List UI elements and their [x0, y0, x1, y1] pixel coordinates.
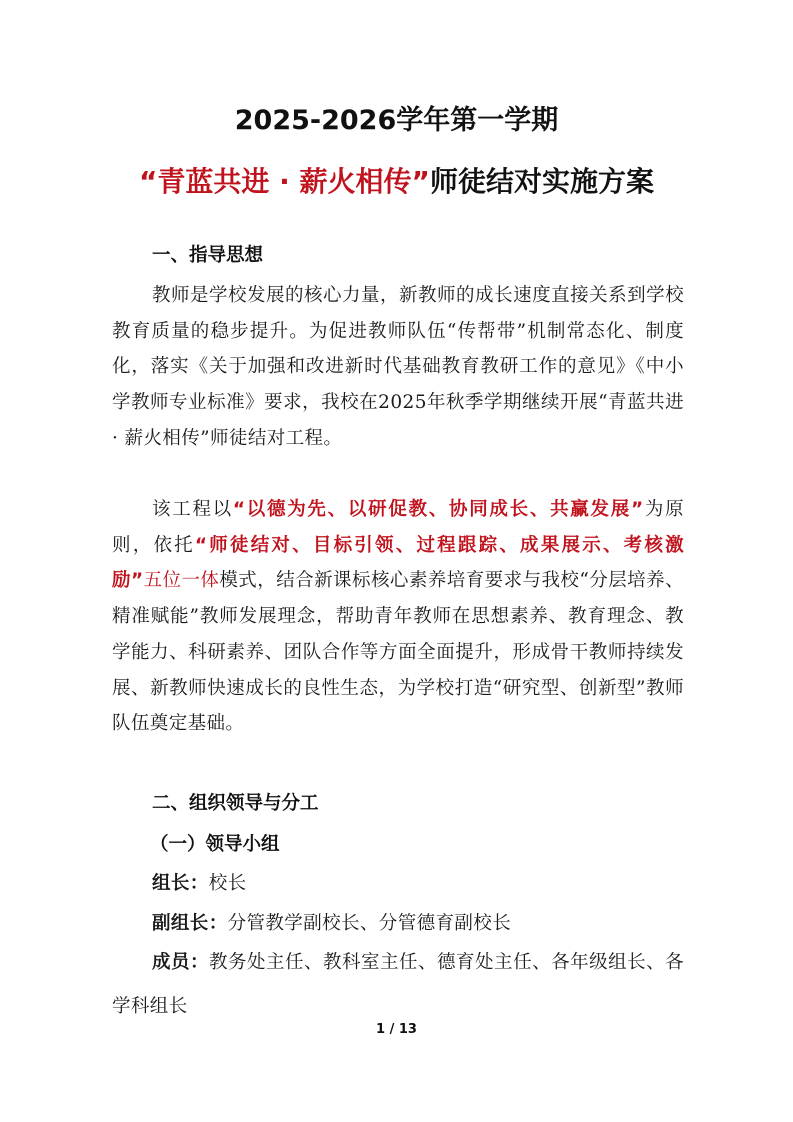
leader-value: 校长: [208, 873, 247, 894]
deputy-value: 分管教学副校长、分管德育副校长: [227, 913, 512, 934]
subsection-heading-leadership-group: （一）领导小组: [150, 834, 280, 855]
title-line-2: [0, 160, 793, 200]
section-heading-guiding-ideology: 一、指导思想: [152, 245, 264, 266]
deputy-leader-line: [152, 909, 511, 935]
members-label: 成员：: [152, 952, 210, 973]
para-text: 模式，结合新课标核心素养培育要求与我校“分层培养、精准赋能”教师发展理念，帮助青年教师在思想素养、教育理念、教学能力、科研素养、团队合作等方面全面提升，形成骨干教师持续发展、新教师快速成长的良性生态，为学校打造“研究型、创新型”教师队伍奠定基础。: [112, 570, 684, 735]
section-heading-organization: 二、组织领导与分工: [152, 793, 319, 814]
members-line: [112, 941, 684, 1029]
paragraph-guiding-ideology: 教师是学校发展的核心力量，新教师的成长速度直接关系到学校教育质量的稳步提升。为促进教师队伍“传帮带”机制常态化、制度化，落实《关于加强和改进新时代基础教育教研工作的意见》《中小学教师专业标准》要求，我校在2025年秋季学期继续开展“青蓝共进 · 薪火相传”师徒结对工程。: [112, 285, 684, 449]
page-number: 1 / 13: [376, 1022, 417, 1037]
title-line-1: 2025-2026学年第一学期: [234, 105, 559, 136]
title-plan-name: 师徒结对实施方案: [429, 165, 654, 198]
leader-label: 组长：: [152, 873, 209, 894]
principles-highlight: “以德为先、以研促教、协同成长、共赢发展”: [232, 499, 644, 520]
para-text: 该工程以: [152, 499, 233, 520]
members-value: 教务处主任、教科室主任、德育处主任、各年级组长、各学科组长: [112, 952, 684, 1017]
para-text: 为原则，依托: [112, 499, 684, 556]
five-in-one-highlight: 五位一体: [143, 570, 220, 592]
model-highlight: “师徒结对、目标引领、过程跟踪、成果展示、考核激励”: [112, 534, 684, 592]
deputy-label: 副组长：: [152, 913, 228, 934]
paragraph-principles: [112, 492, 684, 742]
leader-line: [152, 869, 247, 895]
title-slogan: “青蓝共进 · 薪火相传”: [139, 165, 430, 198]
